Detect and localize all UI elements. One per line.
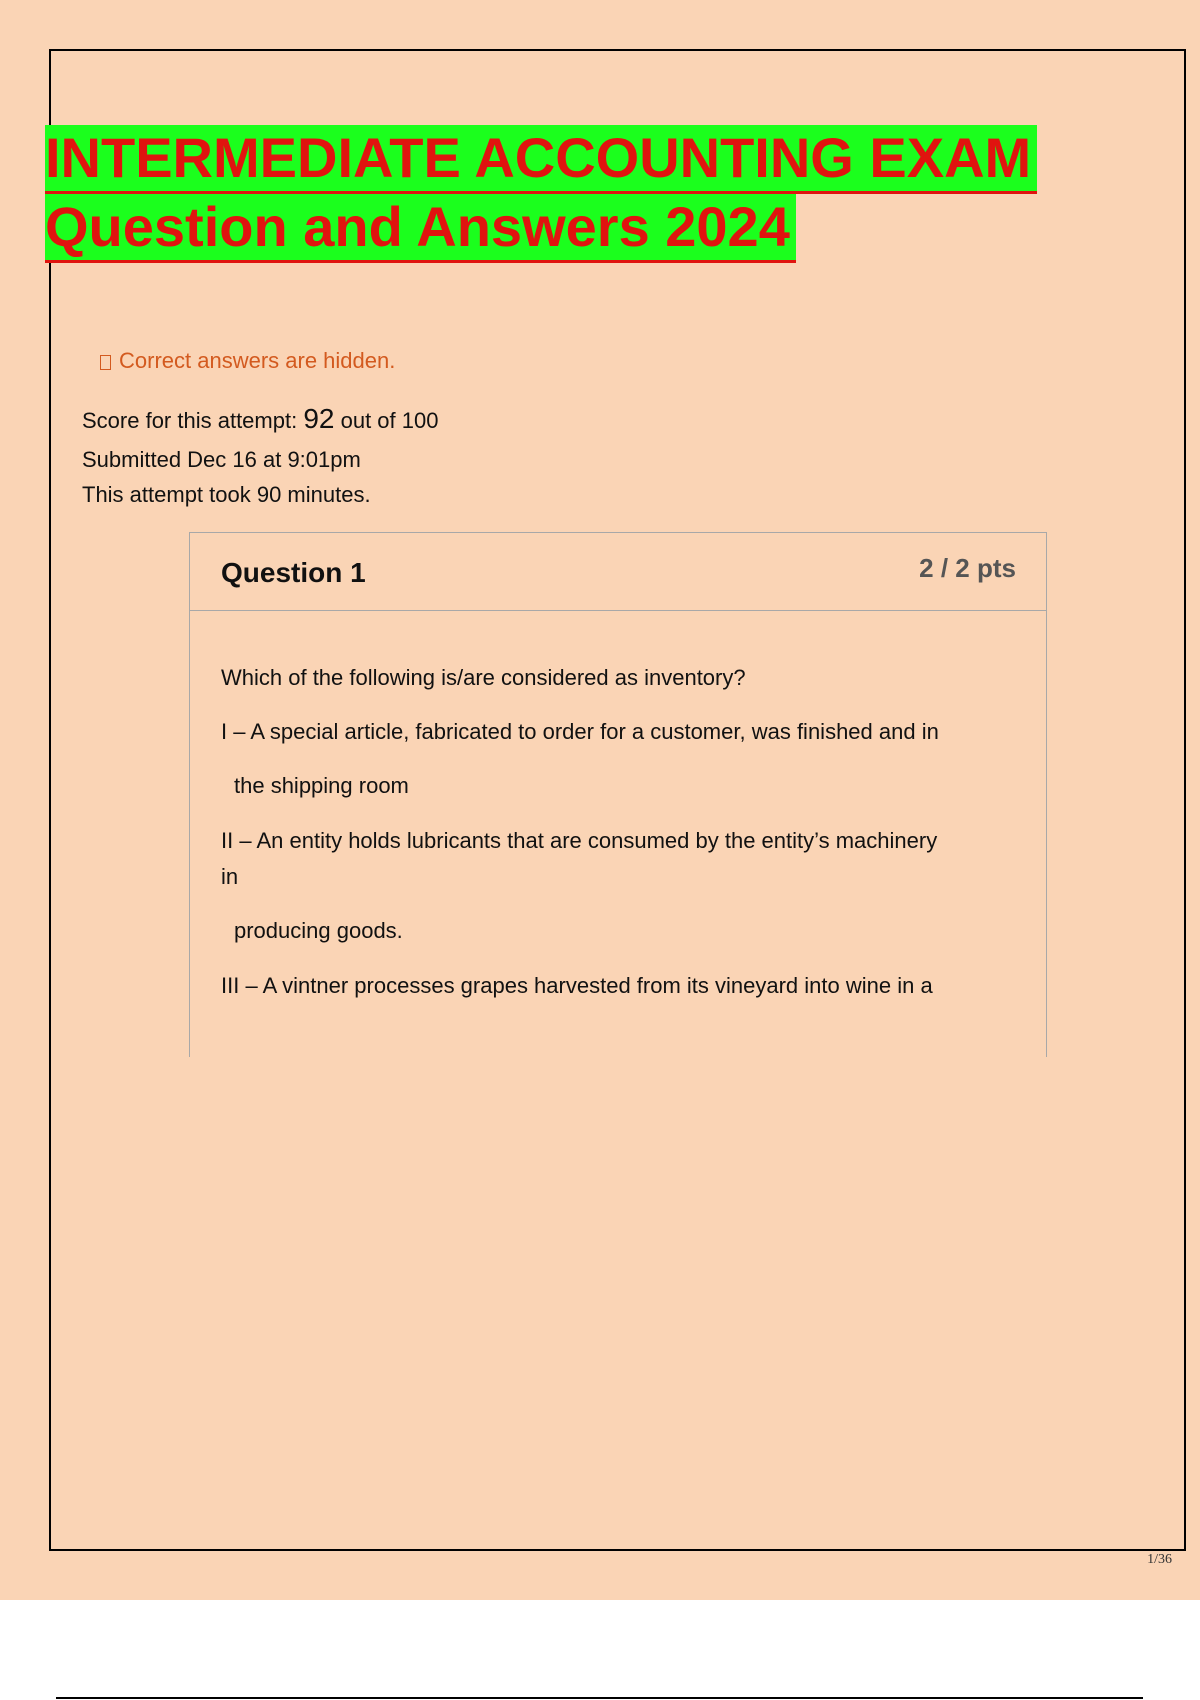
question-line: in	[221, 864, 239, 889]
hidden-answers-notice	[100, 348, 395, 374]
title-line-1: INTERMEDIATE ACCOUNTING EXAM	[45, 125, 1037, 194]
divider	[56, 1697, 1143, 1699]
info-icon	[100, 355, 111, 370]
question-points: 2 / 2 pts	[919, 553, 1016, 583]
score-suffix: out of 100	[340, 408, 439, 433]
score-line	[82, 403, 438, 435]
score-prefix: Score for this attempt:	[82, 408, 298, 433]
question-line: I – A special article, fabricated to order for a customer, was finished and in	[221, 719, 939, 744]
question-header	[190, 533, 1046, 611]
page-number: 1/36	[1147, 1552, 1172, 1567]
question-line: the shipping room	[234, 773, 409, 798]
question-line: III – A vintner processes grapes harvested from its vineyard into wine in a	[221, 973, 933, 998]
score-value: 92	[303, 403, 335, 434]
title-line-2: Question and Answers 2024	[45, 194, 796, 263]
submitted-text: Submitted Dec 16 at 9:01pm	[82, 447, 361, 472]
question-title: Question 1	[221, 557, 366, 588]
question-line: II – An entity holds lubricants that are consumed by the entity’s machinery	[221, 828, 938, 853]
duration-text: This attempt took 90 minutes.	[82, 482, 371, 507]
document-title	[45, 125, 1037, 263]
notice-text: Correct answers are hidden.	[119, 348, 396, 373]
question-card	[189, 532, 1047, 1057]
question-line: producing goods.	[234, 918, 403, 943]
question-line: Which of the following is/are considered as inventory?	[221, 665, 746, 690]
